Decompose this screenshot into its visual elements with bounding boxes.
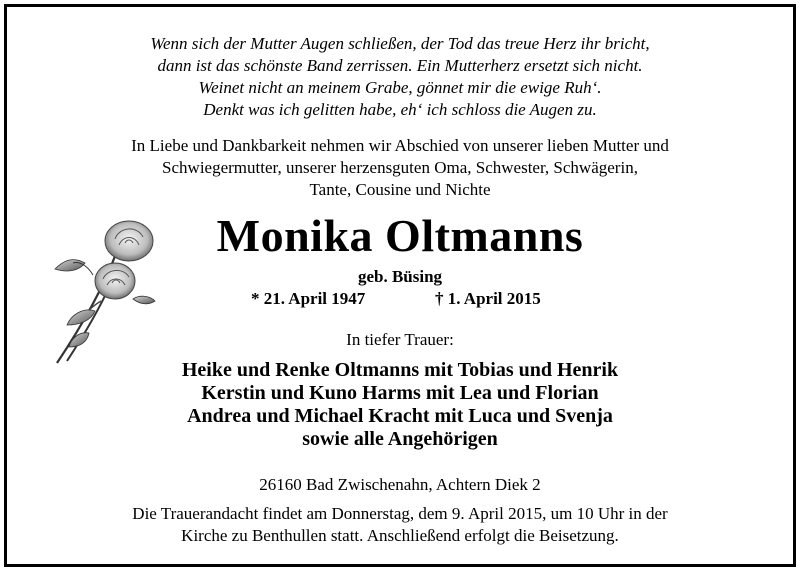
mourning-heading: In tiefer Trauer: <box>346 330 454 349</box>
service-line-2: Kirche zu Benthullen statt. Anschließend erfolgt die Beisetzung. <box>181 526 619 545</box>
mourner-line-3: Andrea und Michael Kracht mit Luca und Svenja <box>187 405 613 427</box>
intro-line-2: Schwiegermutter, unserer herzensguten Oma, Schwester, Schwägerin, <box>162 158 638 177</box>
intro-line-3: Tante, Cousine und Nichte <box>309 180 491 199</box>
address: 26160 Bad Zwischenahn, Achtern Diek 2 <box>259 475 541 494</box>
obituary-card <box>4 4 796 567</box>
poem-line-3: Weinet nicht an meinem Grabe, gönnet mir die ewige Ruh‘. <box>198 78 602 97</box>
mourner-line-1: Heike und Renke Oltmanns mit Tobias und Henrik <box>181 359 619 381</box>
mourner-line-2: Kerstin und Kuno Harms mit Lea und Florian <box>201 382 599 404</box>
deceased-name: Monika Oltmanns <box>216 210 584 261</box>
mourner-line-4: sowie alle Angehörigen <box>302 428 498 450</box>
maiden-name: geb. Büsing <box>357 267 443 286</box>
poem-line-1: Wenn sich der Mutter Augen schließen, der Tod das treue Herz ihr bricht, <box>150 34 650 53</box>
death-date: † 1. April 2015 <box>435 289 541 308</box>
poem-line-2: dann ist das schönste Band zerrissen. Ein Mutterherz ersetzt sich nicht. <box>157 56 643 75</box>
poem-line-4: Denkt was ich gelitten habe, eh‘ ich schloss die Augen zu. <box>203 100 597 119</box>
service-line-1: Die Trauerandacht findet am Donnerstag, dem 9. April 2015, um 10 Uhr in der <box>132 504 668 523</box>
intro-line-1: In Liebe und Dankbarkeit nehmen wir Abschied von unserer lieben Mutter und <box>131 136 669 155</box>
birth-date: * 21. April 1947 <box>251 289 366 308</box>
